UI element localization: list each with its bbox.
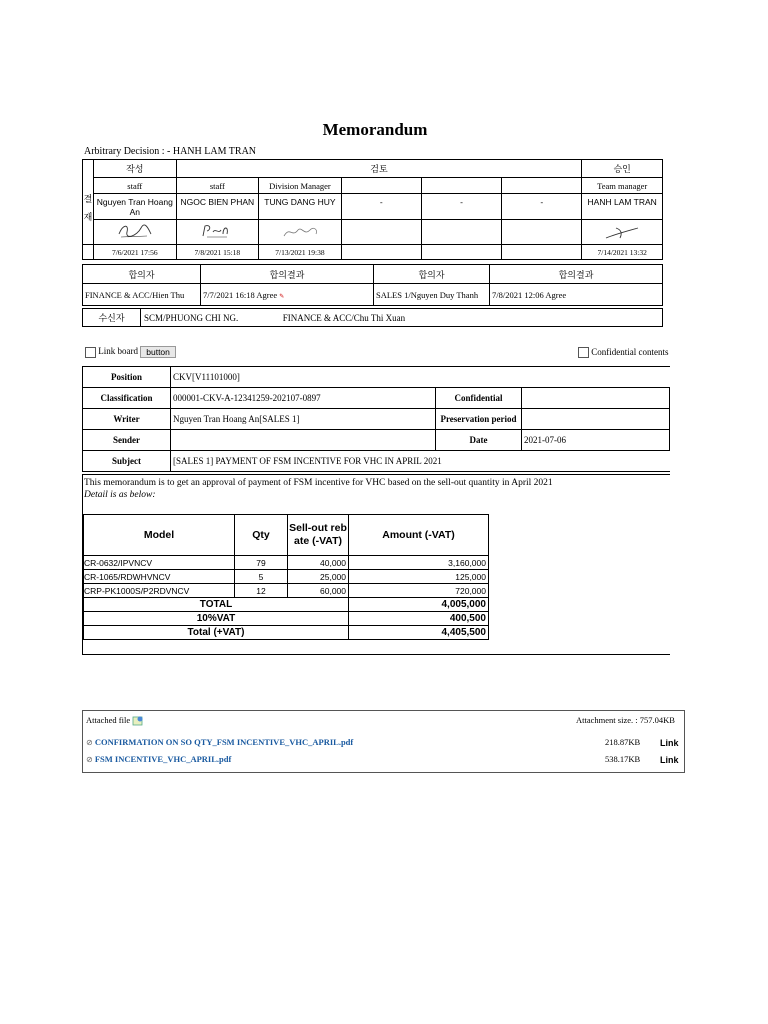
approval-date: 7/13/2021 19:38 [259,245,342,260]
receivers-table [82,308,663,327]
agree-header: 합의결과 [490,265,663,284]
total-row [84,598,489,612]
attached-file-label-row [86,715,144,726]
role-cell: Team manager [582,178,663,194]
attachment-file-size: 218.87KB [605,737,641,747]
total-label: 10%VAT [84,612,349,626]
incentive-table [83,514,489,640]
role-cell: Division Manager [259,178,342,194]
page-title: Memorandum [322,120,428,139]
approval-date [341,245,421,260]
agree-result [201,284,374,306]
arbitrary-decision: Arbitrary Decision : - HANH LAM TRAN [84,146,257,157]
paperclip-icon: ⊘ [86,755,93,764]
confidential-row [578,347,668,358]
cell-qty: 5 [235,570,288,584]
signature-cell [93,220,176,245]
cell-qty: 12 [235,584,288,598]
receivers-value [141,309,663,327]
table-row [84,556,489,570]
attachment-icon[interactable] [132,716,144,726]
role-cell: staff [93,178,176,194]
agree-header: 합의자 [374,265,490,284]
signature-cell [421,220,501,245]
sender-value [171,430,436,451]
link-board-label: Link board [98,346,138,357]
approval-date [502,245,582,260]
attachment-file-link[interactable]: FSM INCENTIVE_VHC_APRIL.pdf [94,754,232,764]
attachment-link-button[interactable]: Link [660,738,679,748]
cell-qty: 79 [235,556,288,570]
signature-image [115,222,155,240]
agree-header: 합의자 [83,265,201,284]
cell-amount: 720,000 [349,584,489,598]
total-row [84,626,489,640]
attached-file-label: Attached file [86,715,131,725]
signature-cell [176,220,259,245]
confidential-field-label: Confidential [436,388,522,409]
signature-image [280,222,320,240]
cell-model: CR-0632/IPVNCV [84,556,235,570]
approver-name: - [341,194,421,220]
agreement-table [82,264,663,306]
total-label: Total (+VAT) [84,626,349,640]
agree-mark-icon: ✎ [279,293,285,300]
cell-rebate: 40,000 [288,556,349,570]
approval-date: 7/8/2021 15:18 [176,245,259,260]
signature-cell [502,220,582,245]
approver-name: Nguyen Tran Hoang An [93,194,176,220]
table-row [84,584,489,598]
date-label: Date [436,430,522,451]
cell-rebate: 25,000 [288,570,349,584]
link-board-button[interactable]: button [140,346,176,358]
signature-cell [582,220,663,245]
approver-name: TUNG DANG HUY [259,194,342,220]
approver-name: - [421,194,501,220]
approver-name: NGOC BIEN PHAN [176,194,259,220]
cell-amount: 125,000 [349,570,489,584]
position-label: Position [83,367,171,388]
agree-result: 7/8/2021 12:06 Agree [490,284,663,306]
receiver-2: FINANCE & ACC/Chu Thi Xuan [282,312,406,323]
col-header-rebate: Sell-out reb ate (-VAT) [288,515,349,556]
cell-model: CR-1065/RDWHVNCV [84,570,235,584]
approver-name: - [502,194,582,220]
attachment-size: Attachment size. : 757.04KB [576,715,675,725]
signature-image [197,222,237,240]
approval-side-label [83,160,94,245]
confidential-value [522,388,670,409]
approver-name: HANH LAM TRAN [582,194,663,220]
role-cell [421,178,501,194]
subject-value: [SALES 1] PAYMENT OF FSM INCENTIVE FOR VHC IN APRIL 2021 [171,451,670,472]
side-label-2: 재 [83,213,93,223]
approval-date [421,245,501,260]
total-value: 400,500 [349,612,489,626]
attachment-row [86,737,353,747]
header-author: 작성 [93,160,176,178]
position-value: CKV[V11101000] [171,367,670,388]
side-label-1: 결 [83,195,93,205]
total-row [84,612,489,626]
signature-cell [341,220,421,245]
sender-label: Sender [83,430,171,451]
col-header-amount: Amount (-VAT) [349,515,489,556]
agree-header: 합의결과 [201,265,374,284]
date-value: 2021-07-06 [522,430,670,451]
cell-rebate: 60,000 [288,584,349,598]
total-label: TOTAL [84,598,349,612]
role-cell [341,178,421,194]
total-value: 4,405,500 [349,626,489,640]
writer-value: Nguyen Tran Hoang An[SALES 1] [171,409,436,430]
table-row [84,570,489,584]
body-line-1: This memorandum is to get an approval of payment of FSM incentive for VHC based on the sell-out quantity in April 2021 [84,478,553,488]
paperclip-icon: ⊘ [86,738,93,747]
writer-label: Writer [83,409,171,430]
receiver-1: SCM/PHUONG CHI NG. [144,312,239,323]
confidential-checkbox[interactable] [578,347,589,358]
role-cell [502,178,582,194]
cell-amount: 3,160,000 [349,556,489,570]
attachment-row [86,754,231,764]
preservation-label: Preservation period [436,409,522,430]
header-review: 검토 [176,160,582,178]
approval-table [82,159,663,260]
total-value: 4,005,000 [349,598,489,612]
link-board-checkbox[interactable] [85,347,96,358]
col-header-qty: Qty [235,515,288,556]
attachment-file-size: 538.17KB [605,754,641,764]
classification-label: Classification [83,388,171,409]
agreer-name: SALES 1/Nguyen Duy Thanh [374,284,490,306]
receivers-label: 수신자 [83,309,141,327]
info-table [82,366,670,472]
col-header-model: Model [84,515,235,556]
cell-model: CRP-PK1000S/P2RDVNCV [84,584,235,598]
attachment-link-button[interactable]: Link [660,755,679,765]
attachment-file-link[interactable]: CONFIRMATION ON SO QTY_FSM INCENTIVE_VHC_APRIL.pdf [94,737,354,747]
agree-result-text: 7/7/2021 16:18 Agree [203,289,278,300]
header-approve: 승인 [582,160,663,178]
classification-value: 000001-CKV-A-12341259-202107-0897 [171,388,436,409]
agreer-name: FINANCE & ACC/Hien Thu [83,284,201,306]
role-cell: staff [176,178,259,194]
signature-cell [259,220,342,245]
preservation-value [522,409,670,430]
confidential-label: Confidential contents [591,347,669,357]
body-line-2: Detail is as below: [84,490,156,500]
subject-label: Subject [83,451,171,472]
approval-date: 7/14/2021 13:32 [582,245,663,260]
signature-image [602,222,642,240]
approval-date: 7/6/2021 17:56 [93,245,176,260]
link-board-row [85,346,176,358]
